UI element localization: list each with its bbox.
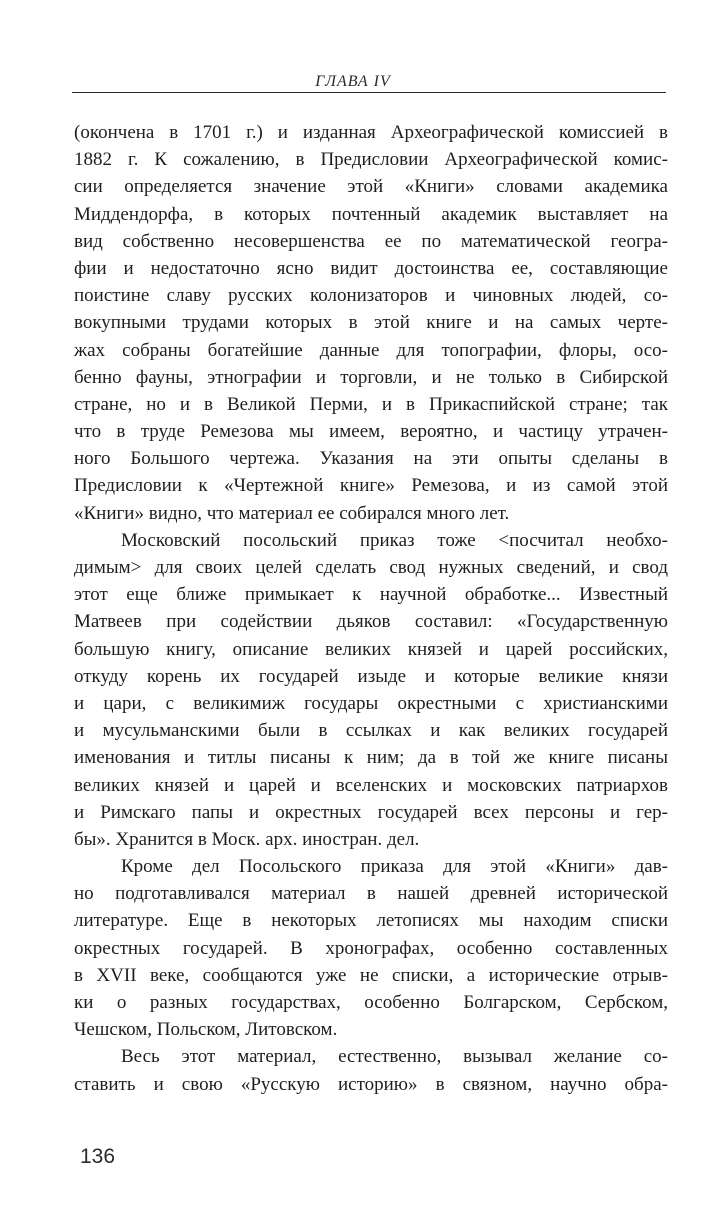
text-line: ного Большого чертежа. Указания на эти опыты сделаны в: [74, 448, 668, 470]
text-line: великих князей и царей и вселенских и московских патриархов: [74, 774, 668, 796]
text-line: фии и недостаточно ясно видит достоинства ее, составляющие: [74, 257, 668, 279]
text-line: бенно фауны, этнографии и торговли, и не только в Сибирской: [74, 366, 668, 388]
header-rule: [72, 92, 666, 93]
text-line: «Книги» видно, что материал ее собирался много лет.: [74, 502, 510, 524]
text-line: большую книгу, описание великих князей и царей российских,: [74, 638, 668, 660]
text-line: в XVII веке, сообщаются уже не списки, а исторические отрыв-: [74, 964, 668, 986]
text-line: жах собраны богатейшие данные для топографии, флоры, осо-: [74, 339, 668, 361]
page-number: 136: [80, 1145, 116, 1168]
text-line: и Римскаго папы и окрестных государей всех персоны и гер-: [74, 801, 668, 823]
text-line: вокупными трудами которых в этой книге и на самых черте-: [74, 312, 668, 334]
text-line: но подготавливался материал в нашей древней исторической: [74, 883, 668, 905]
text-line: Миддендорфа, в которых почтенный академик выставляет на: [74, 203, 668, 225]
text-line: Предисловии к «Чертежной книге» Ремезова, и из самой этой: [74, 475, 668, 497]
text-line: вид собственно несовершенства ее по математической геогра-: [74, 230, 668, 252]
text-line: бы». Хранится в Моск. арх. иностран. дел.: [74, 828, 420, 850]
text-line: 1882 г. К сожалению, в Предисловии Археографической комис-: [74, 149, 668, 171]
text-line: Московский посольский приказ тоже <посчитал необхо-: [121, 529, 668, 551]
text-line: стране, но и в Великой Перми, и в Прикаспийской стране; так: [74, 393, 668, 415]
text-line: окрестных государей. В хронографах, особенно составленных: [74, 937, 668, 959]
text-line: и мусульманскими были в ссылках и как великих государей: [74, 720, 668, 742]
text-line: димым> для своих целей сделать свод нужных сведений, и свод: [74, 557, 668, 578]
text-line: ки о разных государствах, особенно Болгарском, Сербском,: [74, 992, 668, 1013]
text-line: и цари, с великимиж государы окрестными с христианскими: [74, 692, 668, 714]
text-line: (окончена в 1701 г.) и изданная Археографической комиссией в: [74, 122, 668, 143]
text-line: Кроме дел Посольского приказа для этой «Книги» дав-: [121, 856, 668, 878]
text-line: именования и титлы писаны к ним; да в той же книге писаны: [74, 747, 668, 769]
text-line: поистине славу русских колонизаторов и чиновных людей, со-: [74, 285, 668, 307]
text-line: откуду корень их государей изыде и которые великие князи: [74, 665, 668, 687]
text-line: сии определяется значение этой «Книги» словами академика: [74, 176, 668, 198]
text-line: литературе. Еще в некоторых летописях мы находим списки: [74, 910, 668, 932]
text-line: этот еще ближе примыкает к научной обработке... Известный: [74, 584, 668, 606]
text-line: что в труде Ремезова мы имеем, вероятно, и частицу утрачен-: [74, 421, 668, 443]
running-header-title: ГЛАВА IV: [315, 73, 391, 90]
text-line: Чешском, Польском, Литовском.: [74, 1019, 338, 1041]
text-line: Матвеев при содействии дьяков составил: «Государственную: [74, 611, 668, 633]
text-line: Весь этот материал, естественно, вызывал желание со-: [121, 1046, 668, 1068]
page-body-text: [74, 119, 668, 1098]
text-line: ставить и свою «Русскую историю» в связном, научно обра-: [74, 1073, 668, 1095]
